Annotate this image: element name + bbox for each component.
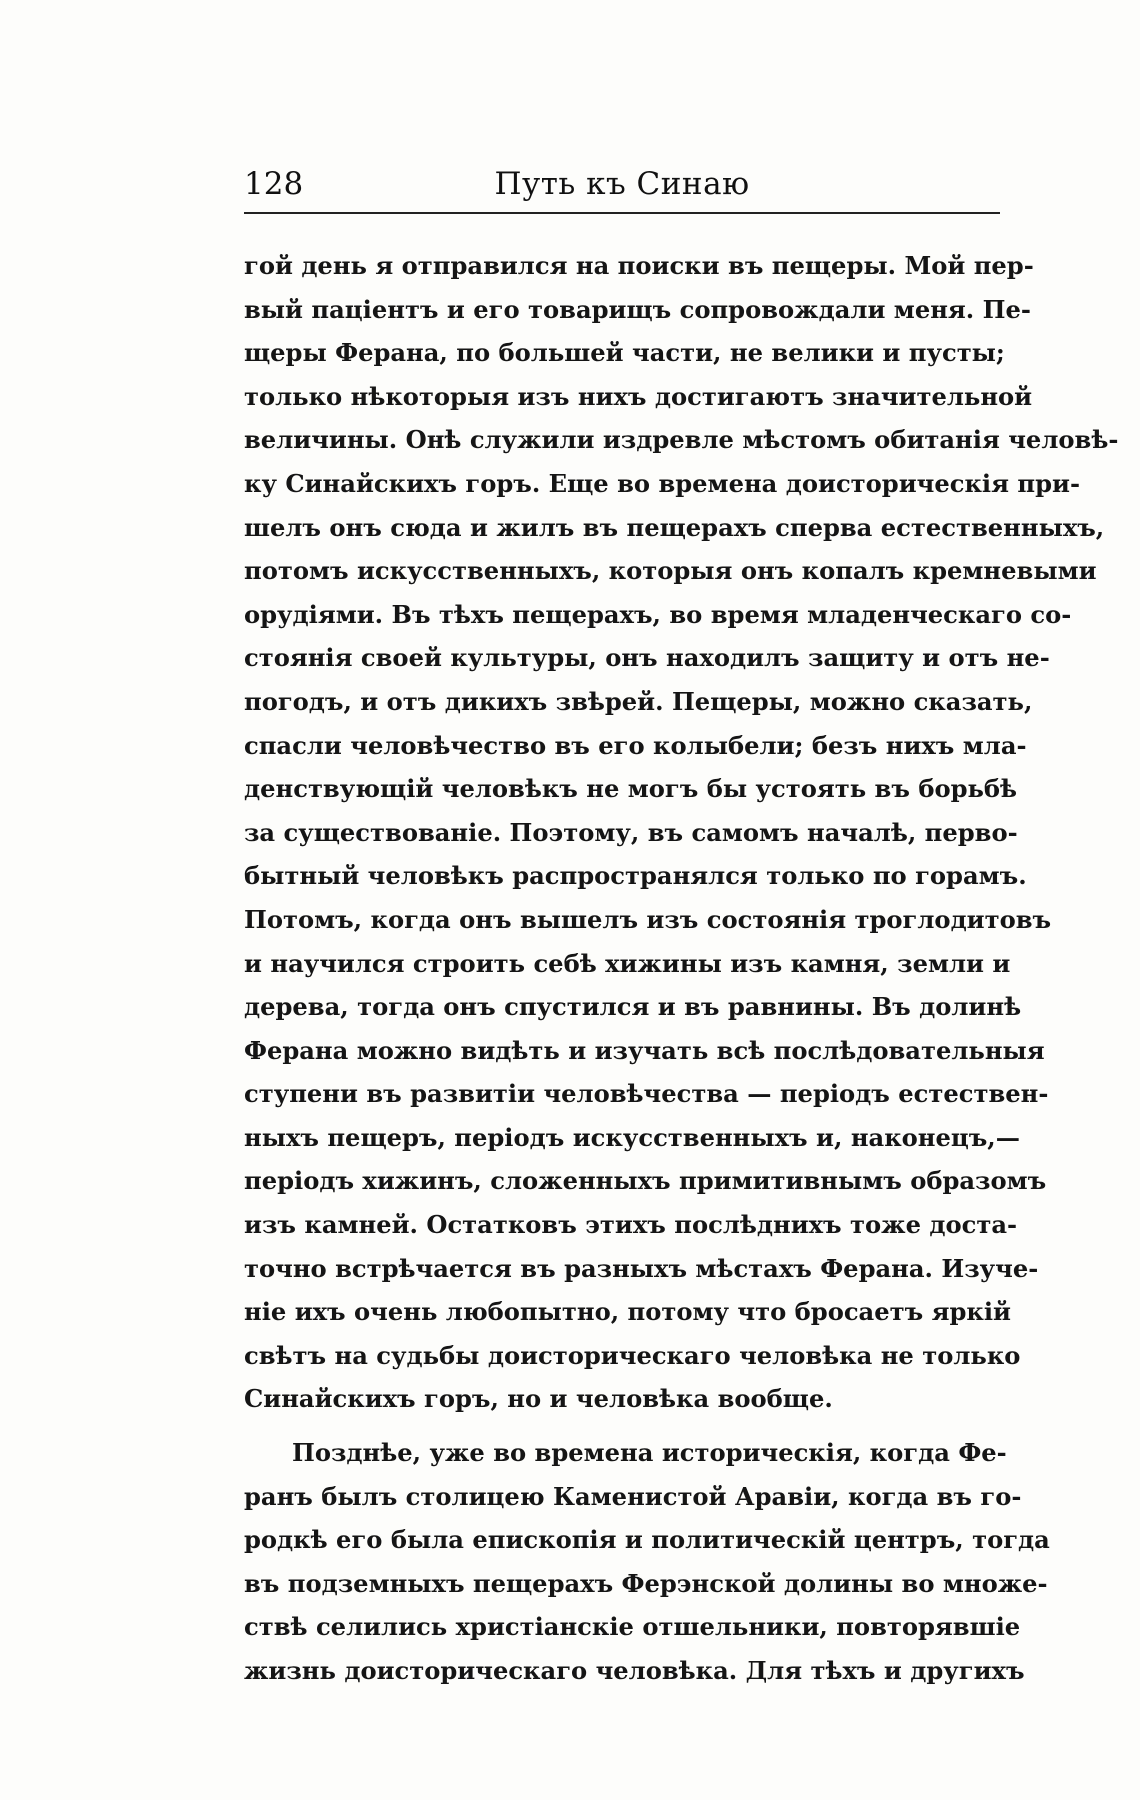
text-line: шелъ онъ сюда и жилъ въ пещерахъ сперва естественныхъ, [244,512,1105,542]
text-line: свѣтъ на судьбы доисторическаго человѣка не только [244,1340,1021,1370]
text-line: Синайскихъ горъ, но и человѣка вообще. [244,1384,833,1414]
text-line: въ подземныхъ пещерахъ Ферэнской долины во множе- [244,1568,1048,1598]
text-line: щеры Ферана, по большей части, не велики и пусты; [244,338,1005,368]
text-line: вый паціентъ и его товарищъ сопровождали меня. Пе- [244,294,1031,324]
text-line: ніе ихъ очень любопытно, потому что бросаетъ яркій [244,1297,1011,1327]
paragraph-1 [244,244,1119,1421]
text-line: величины. Онѣ служили издревле мѣстомъ обитанія человѣ- [244,425,1119,455]
paragraph-2 [244,1431,1050,1693]
text-line: дерева, тогда онъ спустился и въ равнины. Въ долинѣ [244,992,1022,1022]
header-rule [244,212,1000,214]
text-line: за существованіе. Поэтому, въ самомъ началѣ, перво- [244,817,1018,847]
body-text [244,244,1119,1693]
text-line: и научился строить себѣ хижины изъ камня, земли и [244,948,1011,978]
text-line: бытный человѣкъ распространялся только по горамъ. [244,861,1027,891]
text-line: ствѣ селились христіанскіе отшельники, повторявшіе [244,1612,1021,1642]
text-line: потомъ искусственныхъ, которыя онъ копалъ кремневыми [244,556,1097,586]
text-line: денствующій человѣкъ не могъ бы устоять въ борьбѣ [244,774,1018,804]
text-line: Позднѣе, уже во времена историческія, когда Фе- [292,1438,1007,1468]
text-line: родкѣ его была епископія и политическій центръ, тогда [244,1525,1050,1555]
text-line: ку Синайскихъ горъ. Еще во времена доисторическія при- [244,468,1081,498]
text-line: гой день я отправился на поиски въ пещеры. Мой пер- [244,251,1034,280]
text-line: точно встрѣчается въ разныхъ мѣстахъ Ферана. Изуче- [244,1253,1039,1283]
text-line: Потомъ, когда онъ вышелъ изъ состоянія троглодитовъ [244,904,1052,934]
text-line: орудіями. Въ тѣхъ пещерахъ, во время младенческаго со- [244,599,1072,629]
text-line: стоянія своей культуры, онъ находилъ защиту и отъ не- [244,643,1050,673]
text-line: ранъ былъ столицею Каменистой Аравіи, когда въ го- [244,1481,1022,1511]
text-line: спасли человѣчество въ его колыбели; безъ нихъ мла- [244,730,1027,760]
text-line: погодъ, и отъ дикихъ звѣрей. Пещеры, можно сказать, [244,686,1033,716]
paragraph-gap [244,1421,1000,1431]
text-line: Ферана можно видѣть и изучать всѣ послѣдовательныя [244,1035,1045,1065]
text-line: изъ камней. Остатковъ этихъ послѣднихъ тоже доста- [244,1210,1018,1240]
text-line: ныхъ пещеръ, періодъ искусственныхъ и, наконецъ,— [244,1122,1020,1152]
text-line: ступени въ развитіи человѣчества — періодъ естествен- [244,1079,1049,1109]
running-title: Путь къ Синаю [494,166,750,202]
page-header [244,160,1000,206]
text-line: жизнь доисторическаго человѣка. Для тѣхъ и другихъ [244,1656,1025,1685]
page-number: 128 [244,166,304,202]
text-line: періодъ хижинъ, сложенныхъ примитивнымъ образомъ [244,1166,1047,1196]
text-line: только нѣкоторыя изъ нихъ достигаютъ значительной [244,381,1033,411]
